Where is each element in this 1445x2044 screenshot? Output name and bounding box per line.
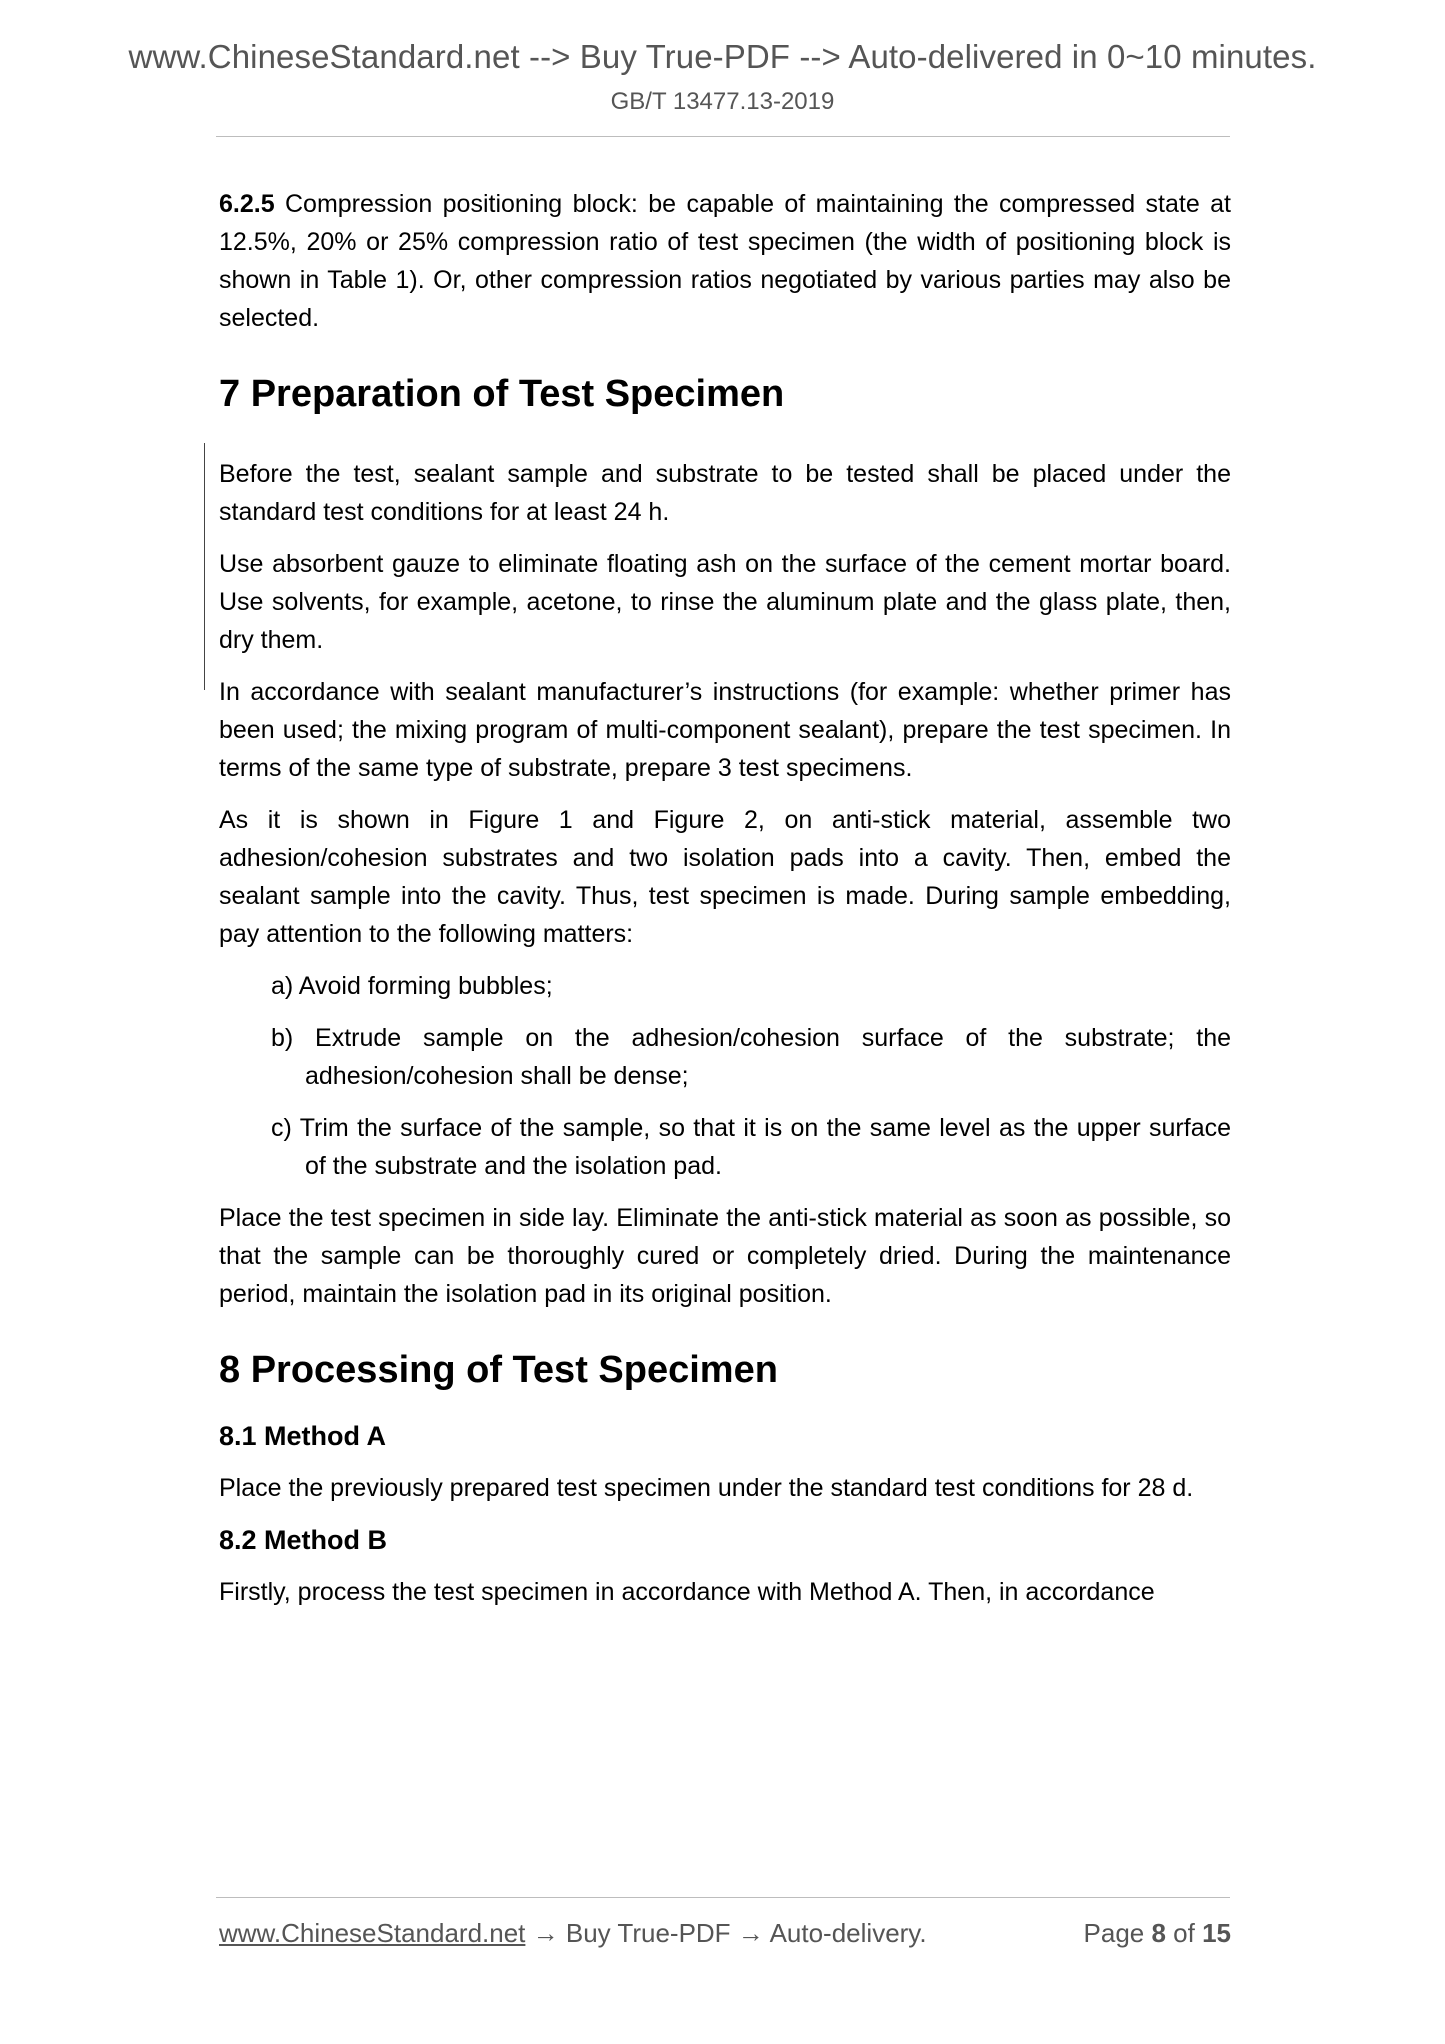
page-of: of <box>1165 1918 1203 1948</box>
section-8-1-text: Place the previously prepared test specimen under the standard test conditions for 28 d. <box>219 1474 1194 1502</box>
page-total: 15 <box>1202 1918 1231 1948</box>
section-7-para-5: Place the test specimen in side lay. Eliminate the anti-stick material as soon as possible, so that the sample can be thoroughly cured or completely dried. During the maintenance period, maintain the isolation pad in its original position. <box>219 1204 1231 1308</box>
section-8-heading: 8 Processing of Test Specimen <box>219 1349 778 1391</box>
section-7-para-1: Before the test, sealant sample and substrate to be tested shall be placed under the standard test conditions for at least 24 h. <box>219 460 1231 526</box>
section-8-2-heading: 8.2 Method B <box>219 1525 388 1555</box>
header-banner: www.ChineseStandard.net --> Buy True-PDF --> Auto-delivered in 0~10 minutes. <box>128 38 1317 75</box>
standard-code: GB/T 13477.13-2019 <box>610 88 835 115</box>
clause-text: Compression positioning block: be capable of maintaining the compressed state at 12.5%, 20% or 25% compression ratio of test specimen (the width of positioning block is shown in Table 1). Or, other compression ratios negotiated by various parties may also be selected. <box>219 190 1231 332</box>
clause-number: 6.2.5 <box>219 190 275 218</box>
clause-6-2-5 <box>219 185 1231 337</box>
list-item-b: b) Extrude sample on the adhesion/cohesion surface of the substrate; the adhesion/cohesion shall be dense; <box>271 1024 1231 1090</box>
section-7-heading: 7 Preparation of Test Specimen <box>219 373 785 415</box>
footer-divider <box>216 1897 1230 1898</box>
section-7-para-4: As it is shown in Figure 1 and Figure 2, on anti-stick material, assemble two adhesion/cohesion substrates and two isolation pads into a cavity. Then, embed the sealant sample into the cavity. Thus, test specimen is made. During sample embedding, pay attention to the following matters: <box>219 806 1231 948</box>
section-8-1-heading: 8.1 Method A <box>219 1421 387 1451</box>
footer-promo <box>219 1918 927 1949</box>
page-current: 8 <box>1151 1918 1166 1948</box>
footer-website-link[interactable]: www.ChineseStandard.net <box>219 1918 526 1948</box>
page-label: Page <box>1083 1918 1152 1948</box>
section-7-para-2: Use absorbent gauze to eliminate floating ash on the surface of the cement mortar board. Use solvents, for example, acetone, to rinse the aluminum plate and the glass plate, then, dry them. <box>219 550 1231 654</box>
header-divider <box>216 136 1230 137</box>
footer-tagline: → Buy True-PDF → Auto-delivery. <box>525 1918 927 1948</box>
list-item-a: a) Avoid forming bubbles; <box>271 972 553 1000</box>
section-8-2-text: Firstly, process the test specimen in accordance with Method A. Then, in accordance <box>219 1578 1155 1606</box>
page-number <box>1084 1918 1231 1949</box>
list-item-c: c) Trim the surface of the sample, so that it is on the same level as the upper surface of the substrate and the isolation pad. <box>271 1114 1231 1180</box>
section-7-para-3: In accordance with sealant manufacturer’s instructions (for example: whether primer has been used; the mixing program of multi-component sealant), prepare the test specimen. In terms of the same type of substrate, prepare 3 test specimens. <box>219 678 1231 782</box>
revision-change-bar <box>204 443 205 690</box>
page-body <box>219 185 1231 1611</box>
